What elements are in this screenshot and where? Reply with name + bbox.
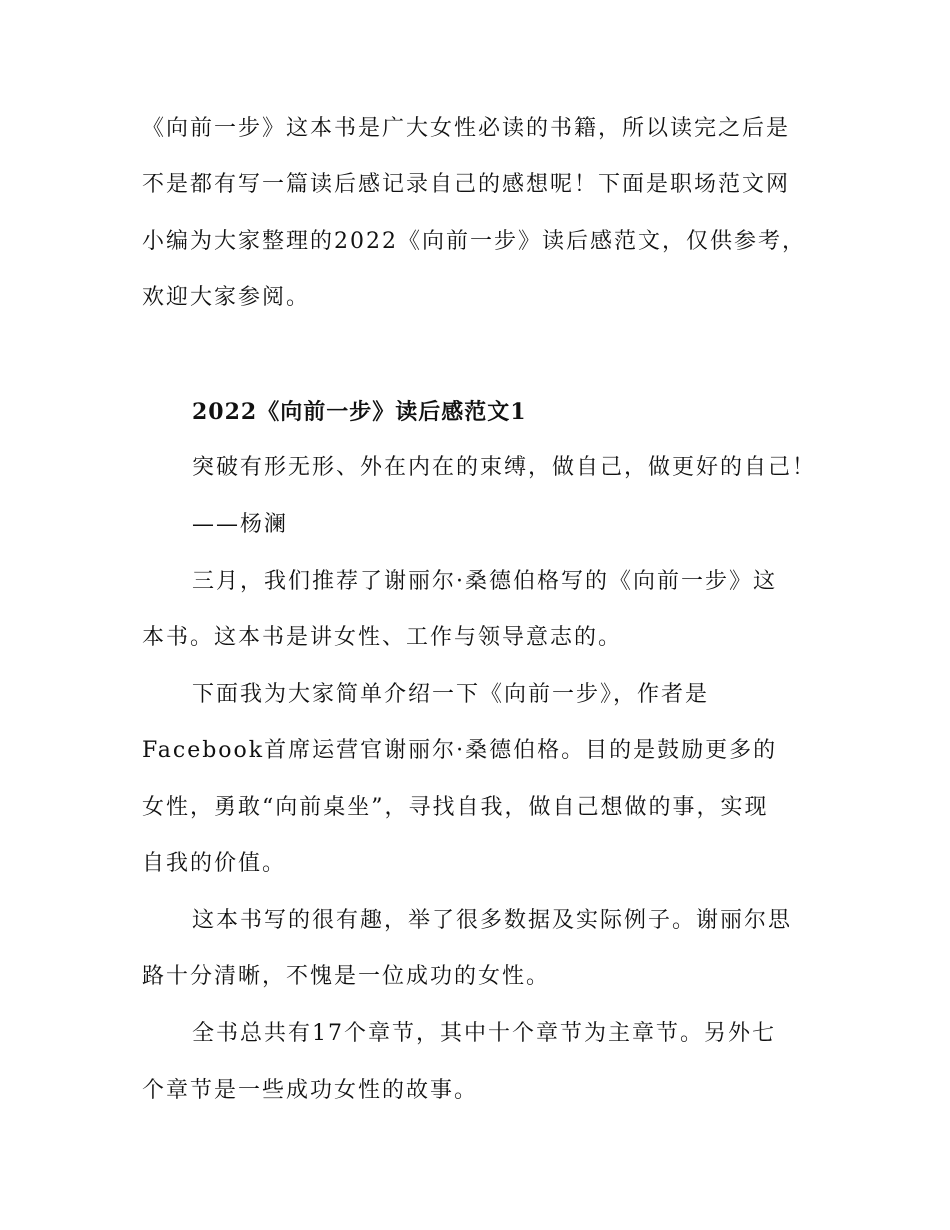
paragraph-line: 个章节是一些成功女性的故事。: [142, 1078, 479, 1103]
paragraph-line: 这本书写的很有趣，举了很多数据及实际例子。谢丽尔思: [192, 908, 793, 933]
quote-attribution: ——杨澜: [192, 512, 289, 537]
paragraph-line: Facebook首席运营官谢丽尔·桑德伯格。目的是鼓励更多的: [142, 738, 778, 763]
intro-line: 《向前一步》这本书是广大女性必读的书籍，所以读完之后是: [142, 116, 791, 141]
paragraph-line: 女性，勇敢“向前桌坐”，寻找自我，做自己想做的事，实现: [142, 795, 769, 820]
paragraph-line: 三月，我们推荐了谢丽尔·桑德伯格写的《向前一步》这: [192, 569, 777, 594]
intro-line: 欢迎大家参阅。: [142, 285, 311, 310]
quote-line: 突破有形无形、外在内在的束缚，做自己，做更好的自己！: [192, 455, 817, 480]
paragraph-line: 全书总共有17个章节，其中十个章节为主章节。另外七: [192, 1021, 776, 1046]
paragraph-line: 自我的价值。: [142, 851, 287, 876]
section-title: 2022《向前一步》读后感范文1: [192, 399, 527, 425]
paragraph-line: 本书。这本书是讲女性、工作与领导意志的。: [142, 625, 623, 650]
intro-line: 小编为大家整理的2022《向前一步》读后感范文，仅供参考，: [142, 229, 806, 254]
paragraph-line: 路十分清晰，不愧是一位成功的女性。: [142, 964, 551, 989]
intro-line: 不是都有写一篇读后感记录自己的感想呢！下面是职场范文网: [142, 172, 791, 197]
paragraph-line: 下面我为大家简单介绍一下《向前一步》，作者是: [192, 682, 710, 707]
